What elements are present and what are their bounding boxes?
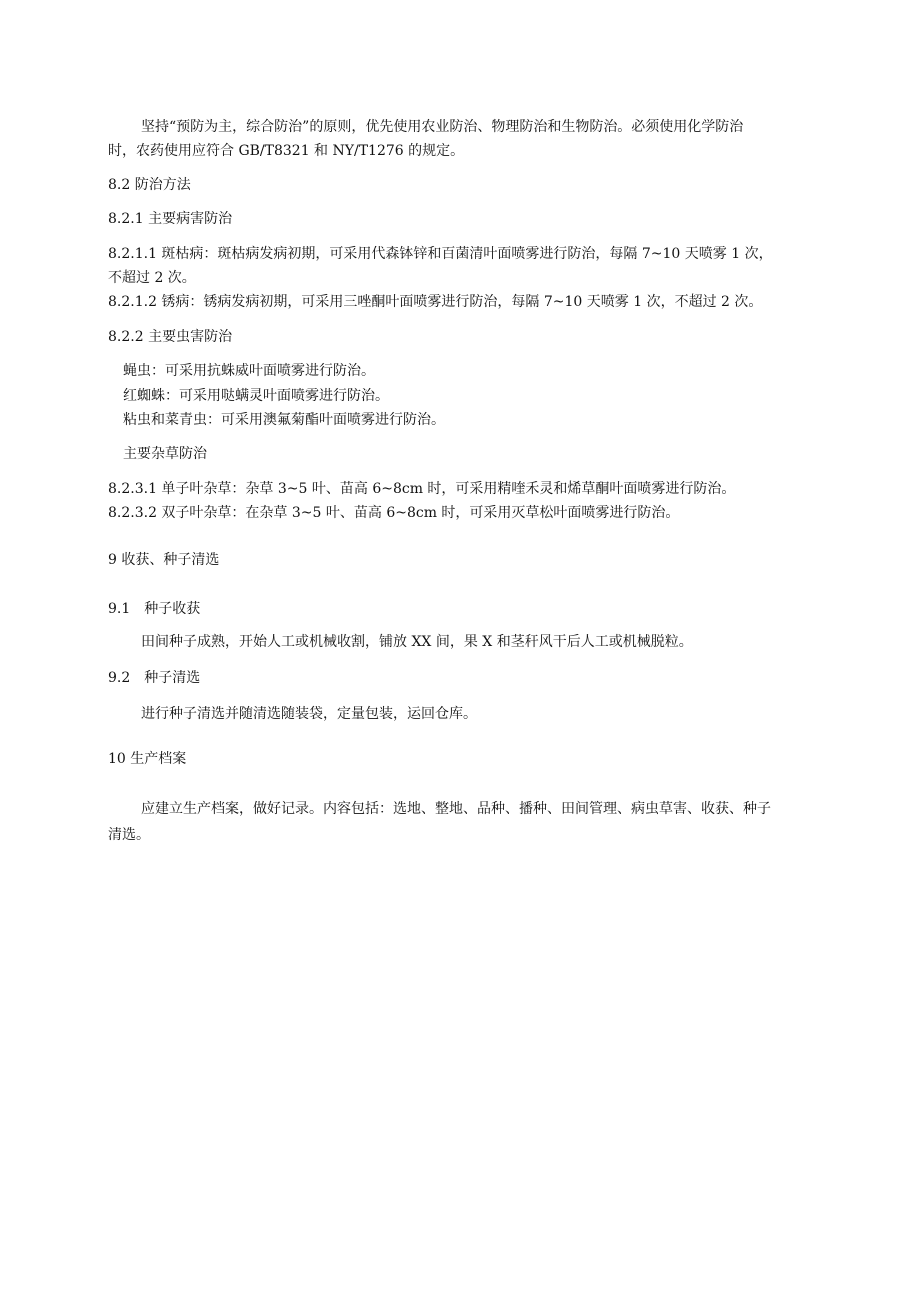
intro-line-2: 时，农药使用应符合 GB/T8321 和 NY/T1276 的规定。 [108,143,465,159]
section-9-1-text: 田间种子成熟，开始人工或机械收割，铺放 XX 间，果 X 和茎秆风干后人工或机械脱粒。 [141,634,693,650]
section-9-2-text: 进行种子清选并随清选随装袋，定量包装，运回仓库。 [141,706,477,722]
section-10-line-1: 应建立生产档案，做好记录。内容包括：选地、整地、品种、播种、田间管理、病虫草害、收获、种子 [141,801,771,817]
weed-item-1: 8.2.3.1 单子叶杂草：杂草 3~5 叶、苗高 6~8cm 时，可采用精喹禾灵和烯草酮叶面喷雾进行防治。 [108,481,736,497]
disease-item-2: 8.2.1.2 锈病：锈病发病初期，可采用三唑酮叶面喷雾进行防治，每隔 7~10 天喷雾 1 次，不超过 2 次。 [108,294,763,310]
section-9-2-heading: 9.2 种子清选 [108,670,201,686]
section-8-2-heading: 8.2 防治方法 [108,177,191,193]
section-10-line-2: 清选。 [108,827,150,843]
disease-item-1-line-2: 不超过 2 次。 [108,270,196,286]
section-8-2-2-heading: 8.2.2 主要虫害防治 [108,329,233,345]
section-9-heading: 9 收获、种子清选 [108,552,220,568]
pest-item-2: 红蜘蛛：可采用哒螨灵叶面喷雾进行防治。 [123,388,389,404]
disease-item-1-line-1: 8.2.1.1 斑枯病：斑枯病发病初期，可采用代森钵锌和百菌清叶面喷雾进行防治，每隔 7~10 天喷雾 1 次， [108,246,773,262]
section-10-heading: 10 生产档案 [108,751,187,767]
pest-item-3: 粘虫和菜青虫：可采用澳氟菊酯叶面喷雾进行防治。 [123,412,445,428]
weed-item-2: 8.2.3.2 双子叶杂草：在杂草 3~5 叶、苗高 6~8cm 时，可采用灭草松叶面喷雾进行防治。 [108,505,680,521]
pest-item-1: 蝇虫：可采用抗蛛威叶面喷雾进行防治。 [123,363,375,379]
section-8-2-1-heading: 8.2.1 主要病害防治 [108,211,233,227]
weed-heading: 主要杂草防治 [123,446,207,462]
section-9-1-heading: 9.1 种子收获 [108,601,201,617]
intro-line-1: 坚持“预防为主，综合防治”的原则，优先使用农业防治、物理防治和生物防治。必须使用化学防治 [141,119,744,135]
